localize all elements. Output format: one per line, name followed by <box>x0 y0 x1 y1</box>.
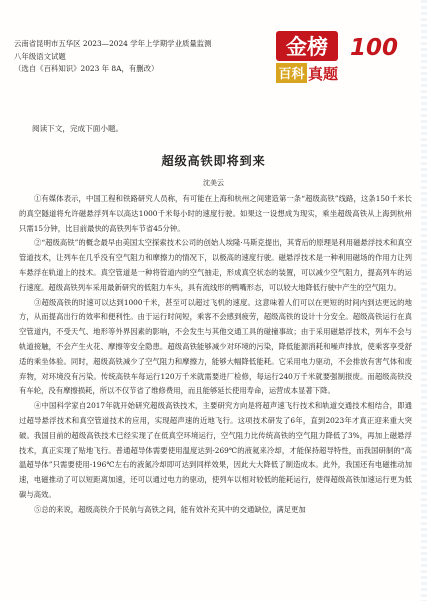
header-exam-name: 云南省昆明市五华区 2023—2024 学年上学期学业质量监测 <box>14 39 212 48</box>
header-grade: 八年级语文试题 <box>14 51 66 61</box>
paragraph-5: ⑤总的来说，超级高铁介于民航与高铁之间，能有效补充其中的交通缺位，满足更加 <box>34 504 306 514</box>
paragraph-1: ①有媒体表示，中国工程和铁路研究人员称，有可能在上海和杭州之间建造第一条“超级高铁”线路，这条150千米长的真空隧道将允许磁悬浮列车以高达1000千米每小时的速度行驶。如果这一设想成为现实，乘坐超级高铁从上海到杭州只需15分钟，比目前最快的高铁列车节省45分钟。 <box>19 194 412 233</box>
reading-instruction: 阅读下文，完成下面小题。 <box>32 124 124 133</box>
logo-number: 100 <box>349 35 399 61</box>
header-source: （选自《百科知识》2023 年 8A，有删改） <box>14 64 159 73</box>
article-author: 沈美云 <box>203 179 224 187</box>
paragraph-4: ④中国科学家自2017年就开始研究超级高铁技术，主要研究方向是将超声速飞行技术和轨道交通技术相结合，即通过超导悬浮技术和真空管道技术的应用，实现超声速的近地飞行。这项技术研发了6年，直到2023年才真正迎来重大突破。我国目前的超级高铁技术已经实现了在低真空环境运行，空气阻力比传统高铁的空气阻力降低了3%，再加上磁悬浮技术，真正实现了贴地飞行。普通超导体需要使用温度达到-269℃的液氦来冷却，才能保持超导特性，而我国研制的“高温超导体”只需要使用-196℃左右的液氮冷却即可达到同样效果，因此大大降低了制造成本。此外，我国还有电磁推动加速，电磁推动了可以短距离加速，还可以通过电力的驱动，使列车以相对较低的能耗运行，使得超级高铁加速运行更为低碳与高效。 <box>19 401 412 499</box>
article-body <box>19 192 412 518</box>
page-edge <box>421 0 427 601</box>
paragraph-3: ③超级高铁的时速可以达到1000千米，甚至可以超过飞机的速度。这意味着人们可以在更短的时间内到达更远的地方，从而提高出行的效率和便利性。由于运行时间短，乘客不会感到疲劳，超级高铁的设计十分安全。超级高铁运行在真空管道内，不受天气、地形等外界因素的影响，不会发生与其他交通工具的碰撞事故；由于采用磁悬浮技术，列车不会与轨道接触，不会产生火花、摩擦等安全隐患。超级高铁能够减少对环境的污染，降低能源消耗和噪声排放，使乘客享受舒适的乘坐体验。同时，超级高铁减少了空气阻力和摩擦力，能够大幅降低能耗。它采用电力驱动，不会排放有害气体和废弃物，对环境没有污染。传统高铁车每运行120万千米就需要进厂检修，每运行240万千米就要强制报废。而超级高铁没有车轮，没有摩擦损耗，所以不仅节省了维修费用，而且能够延长使用寿命，运营成本显著下降。 <box>19 297 412 396</box>
logo-right-text: 真题 <box>307 65 339 83</box>
article-title: 超级高铁即将到来 <box>161 154 266 168</box>
jinbang-100-logo <box>276 31 416 87</box>
logo-main-text: 金榜 <box>286 35 328 59</box>
source-header <box>14 38 269 76</box>
logo-left-text: 百科 <box>278 67 305 82</box>
paragraph-2: ②“超级高铁”的概念最早由美国太空探索技术公司的创始人埃隆·马斯克提出，其背后的原理是利用磁悬浮技术和真空管道技术，让列车在几乎没有空气阻力和摩擦力的情况下，以极高的速度行驶。磁悬浮技术是一种利用磁场的作用力让列车悬浮在轨道上的技术。真空管道是一种将管道内的空气抽走，形成真空状态的装置，可以减少空气阻力，提高列车的运行速度。超级高铁列车采用最新研究的低阻力车头，具有流线形的鸭嘴形态，可以较大地降低行驶中产生的空气阻力。 <box>19 238 412 292</box>
